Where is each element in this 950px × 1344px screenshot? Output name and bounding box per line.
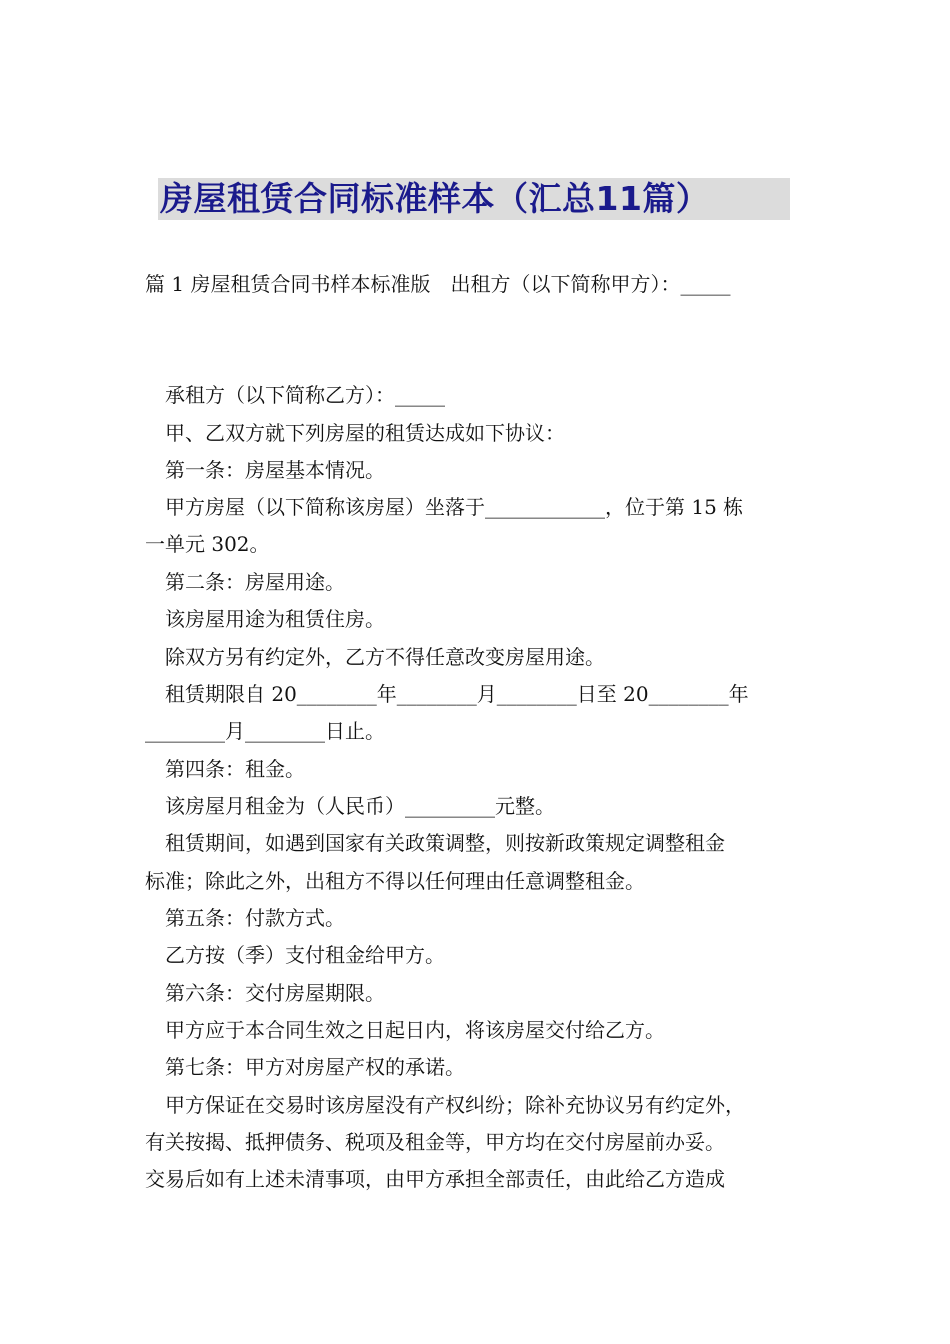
paragraph-line: 一单元 302。 [145, 532, 270, 556]
paragraph-line: 第二条：房屋用途。 [165, 570, 345, 594]
paragraph-line: 第四条：租金。 [165, 757, 305, 781]
paragraph-line: 甲、乙双方就下列房屋的租赁达成如下协议： [165, 421, 565, 445]
paragraph-line: 甲方保证在交易时该房屋没有产权纠纷；除补充协议另有约定外， [165, 1093, 745, 1117]
paragraph-line: 第七条：甲方对房屋产权的承诺。 [165, 1055, 465, 1079]
paragraph-line: 第五条：付款方式。 [165, 906, 345, 930]
paragraph-line: 有关按揭、抵押债务、税项及租金等，甲方均在交付房屋前办妥。 [145, 1130, 725, 1154]
paragraph-line: ________月________日止。 [145, 719, 385, 743]
paragraph-line: 第一条：房屋基本情况。 [165, 458, 385, 482]
paragraph-line: 乙方按（季）支付租金给甲方。 [165, 943, 445, 967]
paragraph-line: 甲方应于本合同生效之日起日内，将该房屋交付给乙方。 [165, 1018, 665, 1042]
paragraph-line: 第六条：交付房屋期限。 [165, 981, 385, 1005]
paragraph-line: 标准；除此之外，出租方不得以任何理由任意调整租金。 [145, 869, 645, 893]
paragraph-line: 除双方另有约定外，乙方不得任意改变房屋用途。 [165, 645, 605, 669]
document-title: 房屋租赁合同标准样本（汇总11篇） [160, 179, 710, 218]
paragraph-line: 承租方（以下简称乙方）：_____ [165, 383, 445, 407]
paragraph-line: 甲方房屋（以下简称该房屋）坐落于____________，位于第 15 栋 [165, 495, 744, 519]
paragraph-line: 该房屋月租金为（人民币）_________元整。 [165, 794, 555, 818]
paragraph-line: 租赁期间，如遇到国家有关政策调整，则按新政策规定调整租金 [165, 831, 725, 855]
paragraph-line: 篇 1 房屋租赁合同书样本标准版 出租方（以下简称甲方）：_____ [145, 272, 731, 296]
paragraph-line: 租赁期限自 20________年________月________日至 20________年 [165, 682, 749, 706]
paragraph-line: 交易后如有上述未清事项，由甲方承担全部责任，由此给乙方造成 [145, 1167, 725, 1191]
paragraph-line: 该房屋用途为租赁住房。 [165, 607, 385, 631]
